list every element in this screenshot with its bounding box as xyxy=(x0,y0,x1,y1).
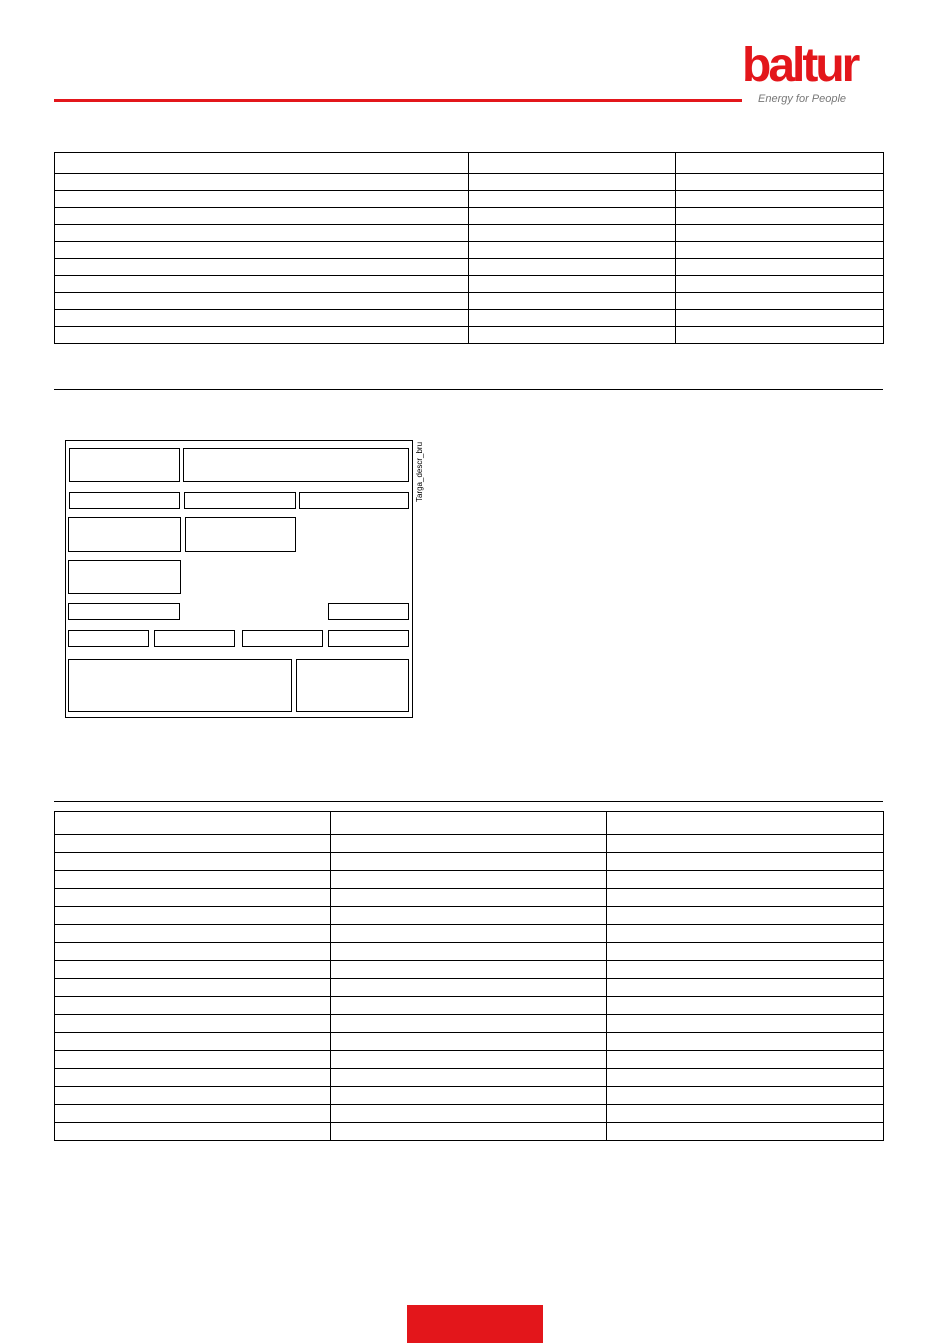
table-cell xyxy=(331,871,607,889)
table-cell xyxy=(55,1033,331,1051)
table-cell xyxy=(55,853,331,871)
table-cell xyxy=(469,276,676,293)
table-cell xyxy=(607,1087,884,1105)
table-header-row xyxy=(55,153,884,174)
table-row xyxy=(55,1051,884,1069)
plate-field xyxy=(68,603,180,620)
table-cell xyxy=(607,943,884,961)
table-cell xyxy=(607,1069,884,1087)
table-cell xyxy=(55,242,469,259)
plate-field xyxy=(296,659,409,712)
table-cell xyxy=(676,208,884,225)
table-cell xyxy=(55,1105,331,1123)
table-cell xyxy=(55,225,469,242)
plate-field xyxy=(68,560,181,594)
table-row xyxy=(55,889,884,907)
table-row xyxy=(55,191,884,208)
plate-field xyxy=(69,448,180,482)
table-cell xyxy=(469,327,676,344)
table-cell xyxy=(331,1105,607,1123)
table-cell xyxy=(676,191,884,208)
plate-field xyxy=(184,492,296,509)
table-row xyxy=(55,925,884,943)
table-cell xyxy=(607,1123,884,1141)
table-row xyxy=(55,1069,884,1087)
table-row xyxy=(55,259,884,276)
section-divider xyxy=(54,389,883,390)
table-cell xyxy=(55,276,469,293)
footer-page-tab xyxy=(407,1305,543,1343)
table-row xyxy=(55,871,884,889)
table-row xyxy=(55,1087,884,1105)
table-cell xyxy=(55,1123,331,1141)
table-row xyxy=(55,208,884,225)
table-cell xyxy=(55,943,331,961)
data-plate-diagram xyxy=(65,440,413,718)
table-cell xyxy=(55,961,331,979)
table-cell xyxy=(331,1087,607,1105)
table-cell xyxy=(676,259,884,276)
plate-field xyxy=(242,630,323,647)
table-row xyxy=(55,276,884,293)
table-row xyxy=(55,310,884,327)
table-cell xyxy=(607,979,884,997)
table-cell xyxy=(607,871,884,889)
table-row xyxy=(55,1015,884,1033)
table-cell xyxy=(55,889,331,907)
table-cell xyxy=(55,259,469,276)
table-cell xyxy=(331,1015,607,1033)
logo-tagline: Energy for People xyxy=(758,93,847,105)
table-cell xyxy=(331,889,607,907)
table-cell xyxy=(331,979,607,997)
table-cell xyxy=(55,191,469,208)
table-cell xyxy=(607,925,884,943)
table-cell xyxy=(676,293,884,310)
plate-side-label: Targa_descr_bru xyxy=(415,441,424,502)
table-row xyxy=(55,225,884,242)
table-cell xyxy=(607,1105,884,1123)
table-cell xyxy=(469,153,676,174)
table-cell xyxy=(55,812,331,835)
table-row xyxy=(55,907,884,925)
table-row xyxy=(55,961,884,979)
table-cell xyxy=(55,1069,331,1087)
plate-field xyxy=(69,492,180,509)
table-cell xyxy=(607,889,884,907)
plate-field xyxy=(68,630,149,647)
plate-field xyxy=(68,517,181,552)
table-row xyxy=(55,853,884,871)
table-cell xyxy=(676,310,884,327)
table-cell xyxy=(331,907,607,925)
table-cell xyxy=(331,943,607,961)
table-row xyxy=(55,943,884,961)
table-row xyxy=(55,242,884,259)
plate-field xyxy=(154,630,235,647)
table-cell xyxy=(55,1051,331,1069)
table-cell xyxy=(607,835,884,853)
table-row xyxy=(55,174,884,191)
table-cell xyxy=(469,259,676,276)
table-cell xyxy=(331,1069,607,1087)
table-cell xyxy=(331,961,607,979)
table-cell xyxy=(607,1015,884,1033)
table-cell xyxy=(55,174,469,191)
table-cell xyxy=(331,1033,607,1051)
table-row xyxy=(55,979,884,997)
table-cell xyxy=(469,293,676,310)
table-cell xyxy=(607,997,884,1015)
plate-field xyxy=(185,517,296,552)
table-cell xyxy=(55,310,469,327)
table-cell xyxy=(55,835,331,853)
plate-field xyxy=(328,603,409,620)
table-cell xyxy=(55,1015,331,1033)
table-cell xyxy=(331,997,607,1015)
logo-wordmark: baltur xyxy=(742,39,858,92)
table-cell xyxy=(469,225,676,242)
table-cell xyxy=(607,907,884,925)
table-cell xyxy=(331,925,607,943)
plate-field xyxy=(183,448,409,482)
table-cell xyxy=(55,925,331,943)
table-cell xyxy=(469,208,676,225)
table-cell xyxy=(55,979,331,997)
plate-field xyxy=(68,659,292,712)
table-cell xyxy=(55,327,469,344)
table-cell xyxy=(676,225,884,242)
table-cell xyxy=(607,853,884,871)
table-cell xyxy=(55,997,331,1015)
table-cell xyxy=(331,812,607,835)
table-cell xyxy=(55,907,331,925)
table-cell xyxy=(55,208,469,225)
table-cell xyxy=(331,1051,607,1069)
plate-field xyxy=(328,630,409,647)
table-row xyxy=(55,997,884,1015)
table-cell xyxy=(676,327,884,344)
table-header-row xyxy=(55,812,884,835)
table-cell xyxy=(676,276,884,293)
table-cell xyxy=(607,1051,884,1069)
table-cell xyxy=(607,812,884,835)
table-cell xyxy=(331,853,607,871)
table-cell xyxy=(676,242,884,259)
table-cell xyxy=(469,310,676,327)
table-cell xyxy=(607,961,884,979)
table-cell xyxy=(469,191,676,208)
section-divider xyxy=(54,801,883,802)
table-cell xyxy=(331,835,607,853)
table-cell xyxy=(676,153,884,174)
table-cell xyxy=(469,242,676,259)
table-cell xyxy=(331,1123,607,1141)
header-rule xyxy=(54,99,742,102)
table-cell xyxy=(55,293,469,310)
table-cell xyxy=(607,1033,884,1051)
table-row xyxy=(55,835,884,853)
table-row xyxy=(55,327,884,344)
plate-field xyxy=(299,492,409,509)
table-row xyxy=(55,293,884,310)
table-cell xyxy=(469,174,676,191)
table-cell xyxy=(55,153,469,174)
data-table-top xyxy=(54,152,884,344)
table-cell xyxy=(676,174,884,191)
data-table-bottom xyxy=(54,811,884,1141)
table-row xyxy=(55,1123,884,1141)
table-cell xyxy=(55,1087,331,1105)
table-row xyxy=(55,1105,884,1123)
table-row xyxy=(55,1033,884,1051)
brand-logo xyxy=(742,39,887,108)
table-cell xyxy=(55,871,331,889)
